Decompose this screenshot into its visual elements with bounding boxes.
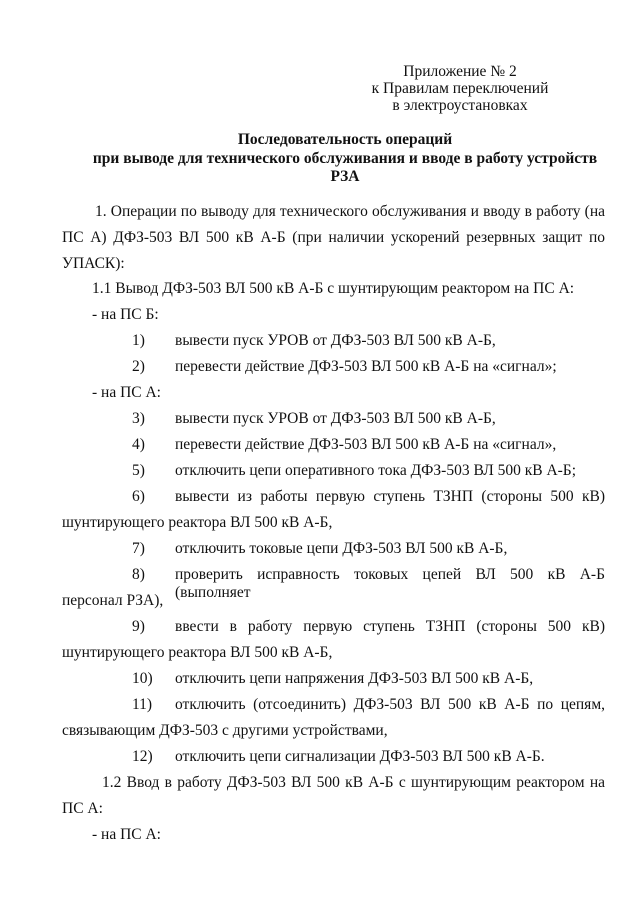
item-10-number: 10) <box>132 670 153 687</box>
side-a-label-2: - на ПС А: <box>92 826 161 843</box>
item-9-continuation: шунтирующего реактора ВЛ 500 кВ А-Б, <box>62 644 333 661</box>
title-line-2: при выводе для технического обслуживания и вводе в работу устройств <box>92 150 598 167</box>
appendix-rules-ref: к Правилам переключений <box>371 80 549 97</box>
item-7-text: отключить токовые цепи ДФЗ-503 ВЛ 500 кВ А-Б, <box>175 540 508 557</box>
side-b-label: - на ПС Б: <box>92 306 159 323</box>
subsection-1-2-line-1: 1.2 Ввод в работу ДФЗ-503 ВЛ 500 кВ А-Б с шунтирующим реактором на <box>102 774 605 791</box>
item-3-number: 3) <box>132 410 145 427</box>
item-7-number: 7) <box>132 540 145 557</box>
item-3-text: вывести пуск УРОВ от ДФЗ-503 ВЛ 500 кВ А-Б, <box>175 410 496 427</box>
item-8-number: 8) <box>132 566 145 583</box>
item-9-text: ввести в работу первую ступень ТЗНП (стороны 500 кВ) <box>175 618 605 635</box>
appendix-number: Приложение № 2 <box>403 63 517 80</box>
side-a-label: - на ПС А: <box>92 384 161 401</box>
item-9-number: 9) <box>132 618 145 635</box>
item-10-text: отключить цепи напряжения ДФЗ-503 ВЛ 500 кВ А-Б, <box>175 670 534 687</box>
item-4-text: перевести действие ДФЗ-503 ВЛ 500 кВ А-Б на «сигнал», <box>175 436 557 453</box>
section1-line-2: ПС А) ДФЗ-503 ВЛ 500 кВ А-Б (при наличии ускорений резервных защит по <box>62 229 605 246</box>
item-6-text: вывести из работы первую ступень ТЗНП (стороны 500 кВ) <box>175 488 605 505</box>
item-8-text: проверить исправность токовых цепей ВЛ 500 кВ А-Б (выполняет <box>175 566 605 601</box>
title-line-3: РЗА <box>330 168 360 185</box>
item-6-number: 6) <box>132 488 145 505</box>
item-12-number: 12) <box>132 748 153 765</box>
item-6-continuation: шунтирующего реактора ВЛ 500 кВ А-Б, <box>62 514 333 531</box>
item-5-number: 5) <box>132 462 145 479</box>
item-1-text: вывести пуск УРОВ от ДФЗ-503 ВЛ 500 кВ А-Б, <box>175 332 496 349</box>
title-line-1: Последовательность операций <box>237 131 453 148</box>
item-2-number: 2) <box>132 358 145 375</box>
appendix-installations: в электроустановках <box>392 97 528 114</box>
item-11-continuation: связывающим ДФЗ-503 с другими устройствами, <box>62 722 388 739</box>
section1-line-1: 1. Операции по выводу для технического обслуживания и вводу в работу (на <box>95 203 605 220</box>
item-11-text: отключить (отсоединить) ДФЗ-503 ВЛ 500 кВ А-Б по цепям, <box>175 696 605 713</box>
item-11-number: 11) <box>132 696 153 713</box>
item-8-continuation: персонал РЗА), <box>62 592 164 609</box>
subsection-1-1-heading: 1.1 Вывод ДФЗ-503 ВЛ 500 кВ А-Б с шунтирующим реактором на ПС А: <box>92 280 575 297</box>
section1-line-3: УПАСК): <box>62 255 125 272</box>
item-4-number: 4) <box>132 436 145 453</box>
item-12-text: отключить цепи сигнализации ДФЗ-503 ВЛ 500 кВ А-Б. <box>175 748 545 765</box>
item-1-number: 1) <box>132 332 145 349</box>
item-2-text: перевести действие ДФЗ-503 ВЛ 500 кВ А-Б на «сигнал»; <box>175 358 557 375</box>
subsection-1-2-line-2: ПС А: <box>62 800 103 817</box>
item-5-text: отключить цепи оперативного тока ДФЗ-503 ВЛ 500 кВ А-Б; <box>175 462 577 479</box>
